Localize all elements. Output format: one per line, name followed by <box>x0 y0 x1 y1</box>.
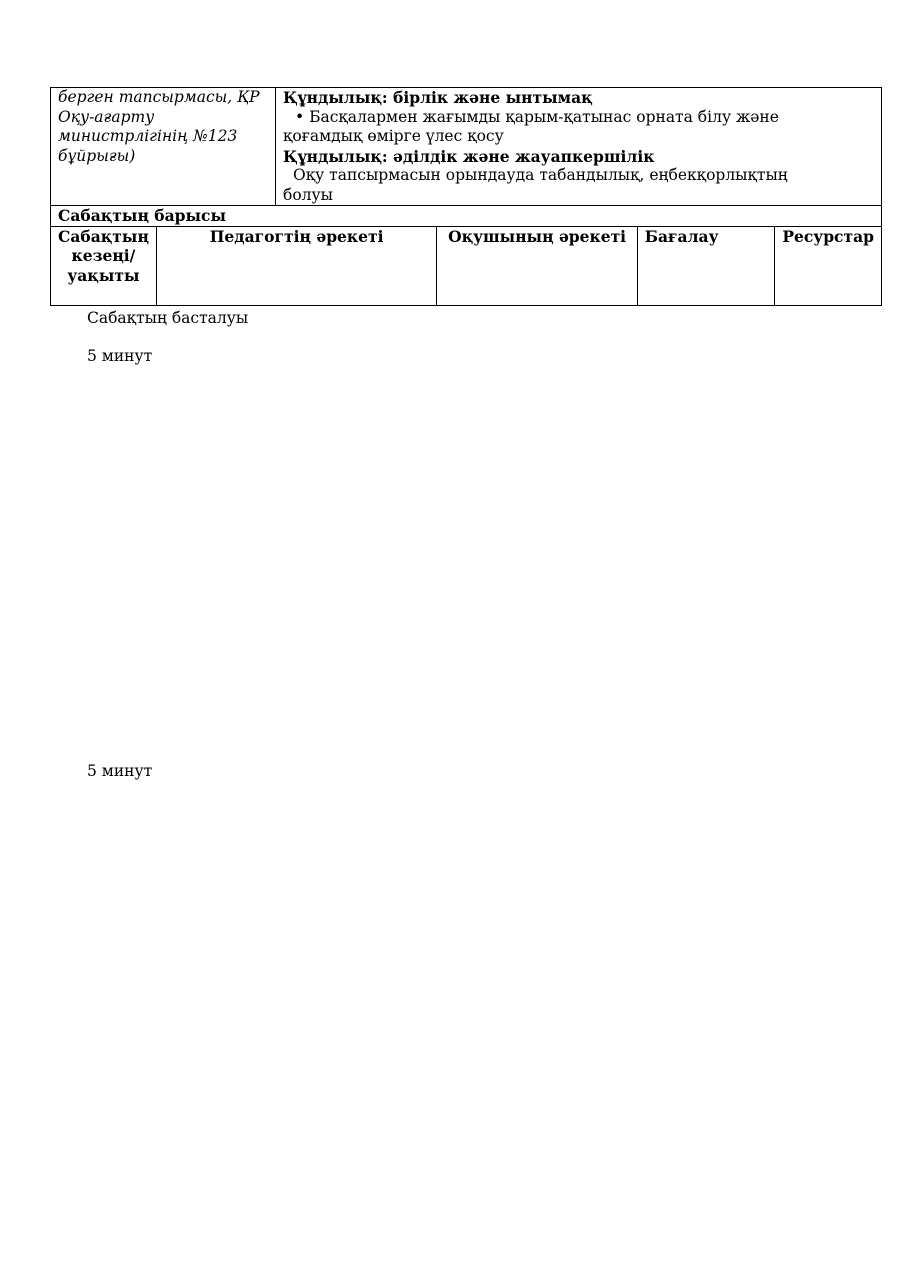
lesson-progress-table <box>50 205 882 306</box>
section-title: Сабақтың барысы <box>51 206 882 227</box>
header-teacher-action: Педагогтің әрекеті <box>156 226 436 305</box>
stage-time-2: 5 минут <box>87 762 153 780</box>
values-row <box>51 88 882 206</box>
stage-time-1: 5 минут <box>87 347 153 365</box>
value-1-title: Құндылық: бірлік және ынтымақ <box>283 88 593 107</box>
source-text: берген тапсырмасы, ҚР Оқу-ағарту министрлігінің №123 бұйрығы) <box>58 88 260 165</box>
header-student-action: Оқушының әрекеті <box>437 226 637 305</box>
header-row <box>51 226 882 305</box>
value-1-continuation: қоғамдық өмірге үлес қосу <box>283 127 504 145</box>
values-table <box>50 87 882 206</box>
header-assessment: Бағалау <box>637 226 775 305</box>
value-2-title: Құндылық: әділдік және жауапкершілік <box>283 146 655 166</box>
source-cell <box>51 88 276 206</box>
value-2-line-1: Оқу тапсырмасын орындауда табандылық, еңбекқорлықтың <box>293 166 788 184</box>
value-2-line-2: болуы <box>283 185 333 204</box>
values-cell <box>276 88 882 206</box>
section-title-row <box>51 206 882 227</box>
stage-name: Сабақтың басталуы <box>87 309 249 327</box>
header-stage: Сабақтың кезеңі/ уақыты <box>51 226 157 305</box>
value-1-bullet: • Басқалармен жағымды қарым-қатынас орната білу және <box>295 107 779 126</box>
header-resources: Ресурстар <box>775 226 882 305</box>
